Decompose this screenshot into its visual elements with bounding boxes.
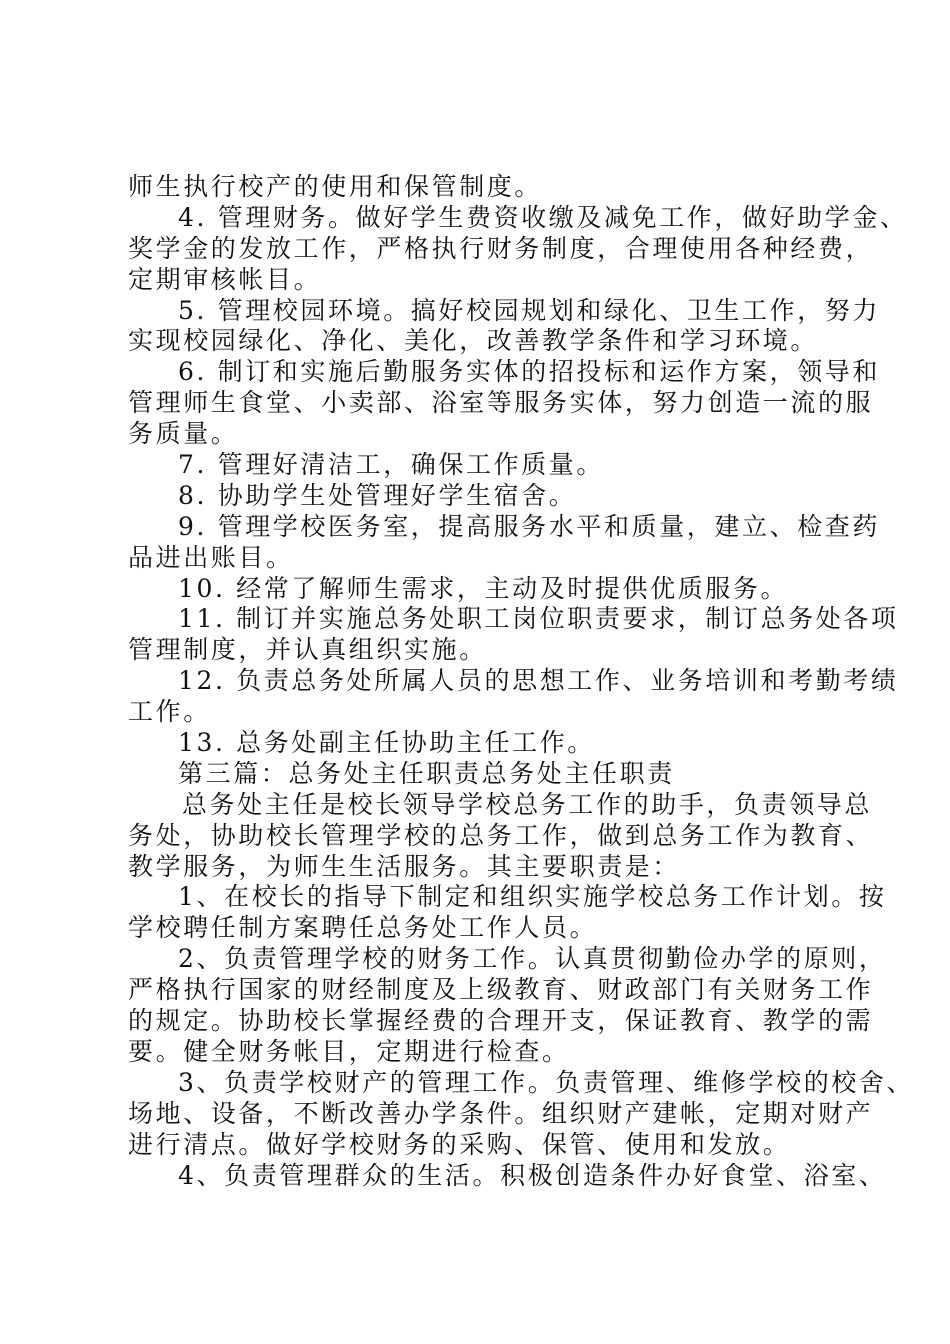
text-line: 品进出账目。 xyxy=(128,542,294,572)
text-line: 严格执行国家的财经制度及上级教育、财政部门有关财务工作 xyxy=(128,975,874,1005)
text-line: 管理师生食堂、小卖部、浴室等服务实体，努力创造一流的服 xyxy=(128,388,874,418)
text-line: 13. 总务处副主任协助主任工作。 xyxy=(178,728,595,758)
text-line: 定期审核帐目。 xyxy=(128,264,322,294)
text-line: 7. 管理好清洁工，确保工作质量。 xyxy=(178,450,605,480)
text-line: 总务处主任是校长领导学校总务工作的助手，负责领导总 xyxy=(182,789,873,819)
text-line: 实现校园绿化、净化、美化，改善教学条件和学习环境。 xyxy=(128,326,819,356)
text-line: 4. 管理财务。做好学生费资收缴及减免工作，做好助学金、 xyxy=(178,202,908,232)
text-line: 2、负责管理学校的财务工作。认真贯彻勤俭办学的原则， xyxy=(178,944,887,974)
text-line: 场地、设备，不断改善办学条件。组织财产建帐，定期对财产 xyxy=(128,1098,874,1128)
text-line: 6. 制订和实施后勤服务实体的招投标和运作方案，领导和 xyxy=(178,357,881,387)
text-line: 要。健全财务帐目，定期进行检查。 xyxy=(128,1036,570,1066)
text-line: 务处，协助校长管理学校的总务工作，做到总务工作为教育、 xyxy=(128,820,874,850)
text-line: 奖学金的发放工作，严格执行财务制度，合理使用各种经费， xyxy=(128,233,874,263)
text-line: 3、负责学校财产的管理工作。负责管理、维修学校的校舍、 xyxy=(178,1067,915,1097)
text-line: 9. 管理学校医务室，提高服务水平和质量，建立、检查药 xyxy=(178,511,881,541)
text-line: 进行清点。做好学校财务的采购、保管、使用和发放。 xyxy=(128,1129,791,1159)
section-title: 第三篇：总务处主任职责总务处主任职责 xyxy=(178,758,675,788)
text-line: 管理制度，并认真组织实施。 xyxy=(128,635,487,665)
text-line: 12. 负责总务处所属人员的思想工作、业务培训和考勤考绩 xyxy=(178,666,899,696)
document-body xyxy=(128,172,915,1191)
text-line: 师生执行校产的使用和保管制度。 xyxy=(128,172,543,201)
text-line: 的规定。协助校长掌握经费的合理开支，保证教育、教学的需 xyxy=(128,1006,874,1036)
text-line: 务质量。 xyxy=(128,419,239,449)
text-line: 学校聘任制方案聘任总务处工作人员。 xyxy=(128,913,598,943)
text-line: 10. 经常了解师生需求，主动及时提供优质服务。 xyxy=(178,573,789,603)
text-line: 工作。 xyxy=(128,697,211,727)
text-line: 8. 协助学生处管理好学生宿舍。 xyxy=(178,480,577,510)
text-line: 11. 制订并实施总务处职工岗位职责要求，制订总务处各项 xyxy=(178,604,899,634)
text-line: 教学服务，为师生生活服务。其主要职责是： xyxy=(128,851,681,881)
text-line: 4、负责管理群众的生活。积极创造条件办好食堂、浴室、 xyxy=(178,1160,887,1190)
text-line: 1、在校长的指导下制定和组织实施学校总务工作计划。按 xyxy=(178,882,887,912)
text-line: 5. 管理校园环境。搞好校园规划和绿化、卫生工作，努力 xyxy=(178,295,881,325)
